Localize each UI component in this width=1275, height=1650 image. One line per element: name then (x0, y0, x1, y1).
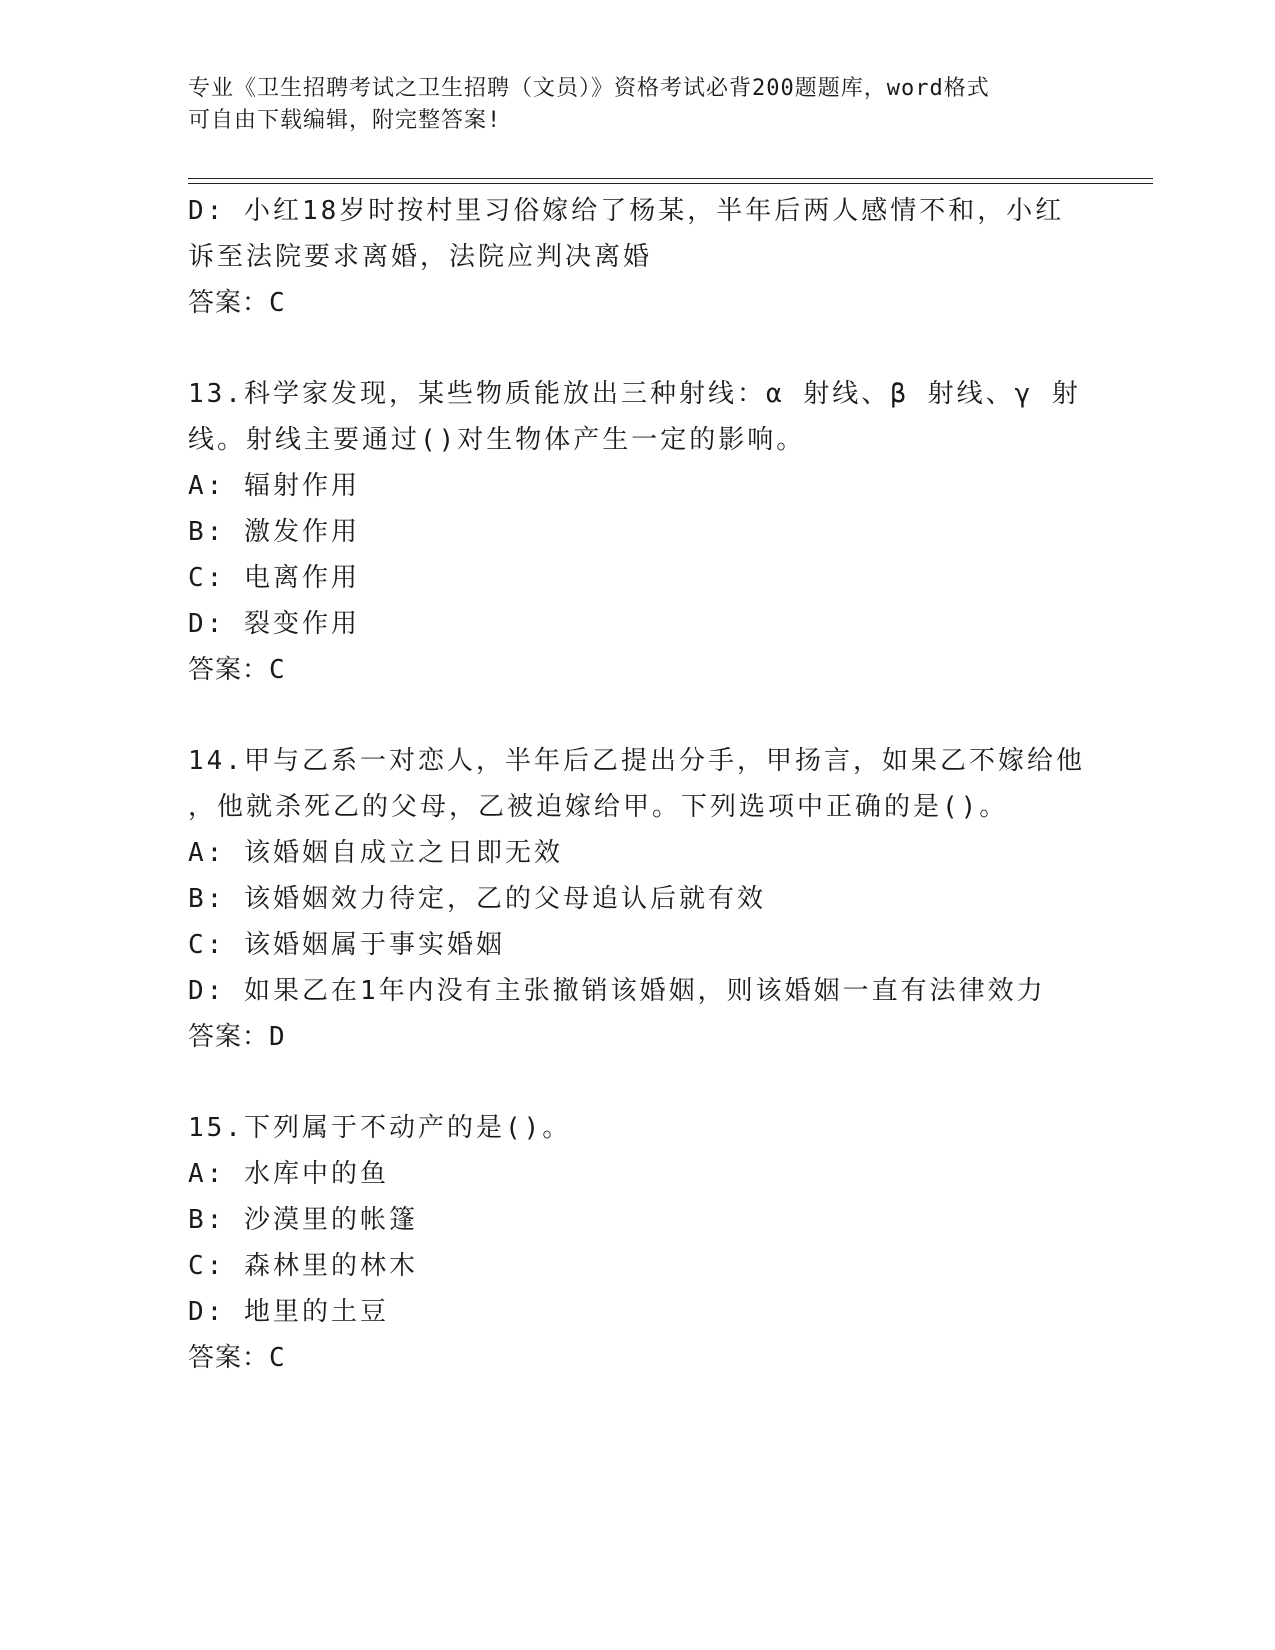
spacer (188, 326, 1088, 371)
option-d: D: 裂变作用 (188, 609, 360, 639)
question-stem-line-1: 14.甲与乙系一对恋人，半年后乙提出分手，甲扬言，如果乙不嫁给他 (188, 746, 1085, 776)
question-stem-line-1: 15.下列属于不动产的是()。 (188, 1113, 572, 1143)
spacer (188, 693, 1088, 738)
answer-line: 答案：C (188, 1343, 286, 1373)
answer-line: 答案：C (188, 655, 286, 685)
question-stem-line-1: 13.科学家发现，某些物质能放出三种射线：α 射线、β 射线、γ 射 (188, 379, 1081, 409)
option-c: C: 电离作用 (188, 563, 360, 593)
header-line-2: 可自由下载编辑，附完整答案! (188, 108, 502, 133)
option-a: A: 该婚姻自成立之日即无效 (188, 838, 563, 868)
question-stem-line-2: 线。射线主要通过()对生物体产生一定的影响。 (188, 425, 806, 455)
option-b: B: 沙漠里的帐篷 (188, 1205, 418, 1235)
question-list (188, 188, 1088, 1381)
option-b: B: 激发作用 (188, 517, 360, 547)
header-divider-bottom (188, 183, 1153, 184)
question-14 (188, 738, 1088, 1060)
question-13 (188, 371, 1088, 693)
option-a: A: 水库中的鱼 (188, 1159, 389, 1189)
header-line-1: 专业《卫生招聘考试之卫生招聘（文员）》资格考试必背200题题库，word格式 (188, 76, 990, 101)
option-b: B: 该婚姻效力待定，乙的父母追认后就有效 (188, 884, 766, 914)
option-d: D: 如果乙在1年内没有主张撤销该婚姻，则该婚姻一直有法律效力 (188, 976, 1046, 1006)
option-d-line-1: D: 小红18岁时按村里习俗嫁给了杨某，半年后两人感情不和，小红 (188, 196, 1065, 226)
option-c: C: 森林里的林木 (188, 1251, 418, 1281)
spacer (188, 1060, 1088, 1105)
document-header (188, 73, 1088, 137)
question-stem-line-2: ，他就杀死乙的父母，乙被迫嫁给甲。下列选项中正确的是()。 (188, 792, 1009, 822)
option-a: A: 辐射作用 (188, 471, 360, 501)
header-divider-top (188, 178, 1153, 179)
option-d: D: 地里的土豆 (188, 1297, 389, 1327)
question-15 (188, 1105, 1088, 1381)
answer-line: 答案：D (188, 1022, 286, 1052)
option-c: C: 该婚姻属于事实婚姻 (188, 930, 505, 960)
continued-question-12 (188, 188, 1088, 326)
option-d-line-2: 诉至法院要求离婚，法院应判决离婚 (188, 242, 653, 272)
answer-line: 答案：C (188, 288, 286, 318)
